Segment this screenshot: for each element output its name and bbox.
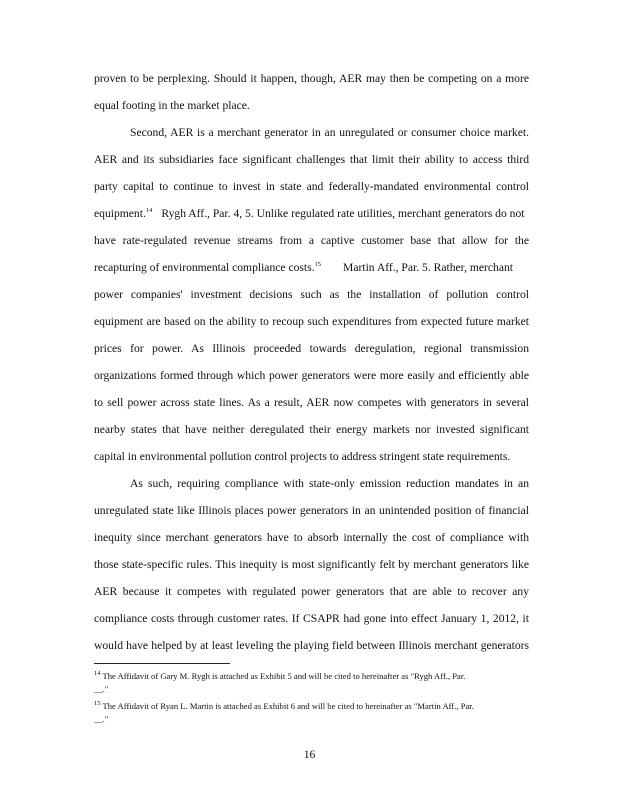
text-line [94,261,529,275]
text-line: party capital to continue to invest in state and federally-mandated environmental control [94,180,529,193]
text-line: AER because it competes with regulated power generators that are able to recover any [94,585,529,598]
text-line: nearby states that have neither deregulated their energy markets nor invested significant [94,423,529,436]
footnote-separator [94,663,230,664]
text-segment: recapturing of environmental compliance costs. [94,261,315,274]
text-line [94,207,529,221]
text-line: equal footing in the market place. [94,99,250,112]
footnote-15 [94,701,529,711]
footnote-text: The Affidavit of Gary M. Rygh is attached as Exhibit 5 and will be cited to hereinafter as "Rygh Aff., Par. [102,671,466,681]
text-line: capital in environmental pollution control projects to address stringent state requirements. [94,450,511,463]
text-line: Second, AER is a merchant generator in an unregulated or consumer choice market. [130,126,529,139]
footnote-ref: 15 [314,261,322,269]
text-line: equipment are based on the ability to recoup such expenditures from expected future market [94,315,529,328]
page-number: 16 [303,748,316,761]
footnote-15-cont: __." [94,714,109,724]
text-line: to sell power across state lines. As a result, AER now competes with generators in several [94,396,529,409]
footnote-number: 15 [94,700,101,708]
footnote-text: The Affidavit of Ryan L. Martin is attached as Exhibit 6 and will be cited to hereinafter as "Martin Aff., Par. [102,701,474,711]
text-line: have rate-regulated revenue streams from a captive customer base that allow for the [94,234,529,247]
text-line: proven to be perplexing. Should it happen, though, AER may then be competing on a more [94,72,529,85]
footnote-number: 14 [94,670,101,678]
text-line: As such, requiring compliance with state-only emission reduction mandates in an [130,477,529,490]
text-line: prices for power. As Illinois proceeded towards deregulation, regional transmission [94,342,529,355]
footnote-14 [94,671,529,681]
text-line: inequity since merchant generators have to absorb internally the cost of compliance with [94,531,529,544]
text-line: would have helped by at least leveling the playing field between Illinois merchant generators [94,639,529,652]
text-line: organizations formed through which power generators were more easily and efficiently able [94,369,529,382]
text-line: AER and its subsidiaries face significant challenges that limit their ability to access third [94,153,529,166]
text-line: power companies' investment decisions such as the installation of pollution control [94,288,529,301]
text-line: unregulated state like Illinois places power generators in an unintended position of financial [94,504,529,517]
footnote-14-cont: __." [94,684,109,694]
text-segment: Martin Aff., Par. 5. Rather, merchant [343,261,513,274]
footnote-ref: 14 [145,207,153,215]
text-line: those state-specific rules. This inequity is most significantly felt by merchant generators like [94,558,529,571]
text-segment: Rygh Aff., Par. 4, 5. Unlike regulated rate utilities, merchant generators do not [161,207,525,220]
text-line: compliance costs through customer rates. If CSAPR had gone into effect January 1, 2012, it [94,612,529,625]
text-segment: equipment. [94,207,146,220]
